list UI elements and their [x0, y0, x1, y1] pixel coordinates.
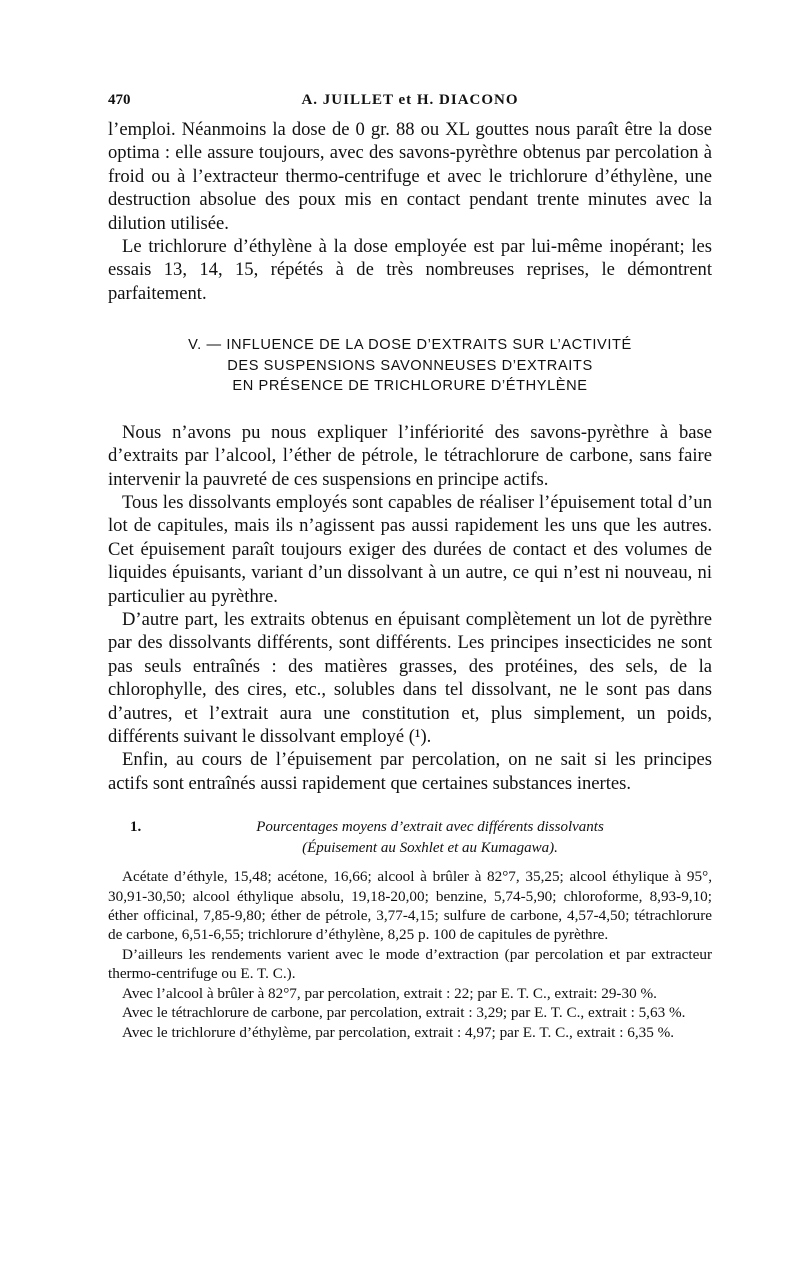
section-heading: [108, 335, 712, 397]
paragraph: Enfin, au cours de l’épuisement par percolation, on ne sait si les principes actifs sont entraînés aussi rapidement que certaines substances inertes.: [108, 749, 712, 794]
running-head-authors: A. JUILLET et H. DIACONO: [301, 92, 519, 108]
section-heading-line: V. — INFLUENCE DE LA DOSE D’EXTRAITS SUR L’ACTIVITÉ: [188, 337, 632, 354]
paragraph: D’autre part, les extraits obtenus en épuisant complètement un lot de pyrèthre par des dissolvants différents, sont différents. Les principes insecticides ne sont pas seuls entraînés : des matières grasses, des protéines, des sels, de la chlorophylle, des cires, etc., solubles dans tel dissolvant, ne le sont pas dans d’autres, et l’extrait aura une constitution et, plus simplement, un poids, différents suivant le dissolvant employé (¹).: [108, 609, 712, 748]
footnote-paragraph: D’ailleurs les rendements varient avec le mode d’extraction (par percolation et par extracteur thermo-centrifuge ou E. T. C.).: [108, 945, 712, 983]
paragraph: Tous les dissolvants employés sont capables de réaliser l’épuisement total d’un lot de capitules, mais ils n’agissent pas aussi rapidement les uns que les autres. Cet épuisement paraît toujours exiger des durées de contact et des volumes de liquides épuisants, variant d’un dissolvant à un autre, ce qui n’est ni nouveau, ni particulier au pyrèthre.: [108, 491, 712, 607]
top-text: [108, 118, 712, 305]
paragraph: Le trichlorure d’éthylène à la dose employée est par lui-même inopérant; les essais 13, 14, 15, répétés à de très nombreuses reprises, le démontrent parfaitement.: [108, 236, 712, 304]
section-heading-line: EN PRÉSENCE DE TRICHLORURE D’ÉTHYLÈNE: [232, 378, 588, 395]
footnote-body: [108, 867, 712, 1042]
footnote-paragraph: Avec le trichlorure d’éthylème, par percolation, extrait : 4,97; par E. T. C., extrait : 6,35 %.: [122, 1023, 675, 1041]
footnote-title: [108, 817, 712, 859]
section-heading-line: DES SUSPENSIONS SAVONNEUSES D’EXTRAITS: [227, 357, 593, 374]
footnote-paragraph: Avec le tétrachlorure de carbone, par percolation, extrait : 3,29; par E. T. C., extrait : 5,63 %.: [122, 1004, 686, 1022]
footnote-title-line: (Épuisement au Soxhlet et au Kumagawa).: [302, 840, 558, 857]
paragraph: Nous n’avons pu nous expliquer l’infériorité des savons-pyrèthre à base d’extraits par l’alcool, l’éther de pétrole, le tétrachlorure de carbone, sans faire intervenir la pauvreté de ces suspensions en principe actifs.: [108, 421, 712, 490]
paragraph: l’emploi. Néanmoins la dose de 0 gr. 88 ou XL gouttes nous paraît être la dose optima : elle assure toujours, avec des savons-pyrèthre obtenus par percolation à froid ou à l’extracteur thermo-centrifuge et avec le trichlorure d’éthylène, une destruction absolue des poux mis en contact pendant trente minutes avec la dilution utilisée.: [108, 119, 712, 234]
running-head: [108, 92, 712, 118]
main-text: [108, 421, 712, 796]
footnote-number: 1.: [130, 819, 142, 836]
footnote-title-line: Pourcentages moyens d’extrait avec différents dissolvants: [256, 819, 604, 836]
footnote-paragraph: Acétate d’éthyle, 15,48; acétone, 16,66; alcool à brûler à 82°7, 35,25; alcool éthylique à 95°, 30,91-30,50; alcool éthylique absolu, 19,18-20,00; benzine, 5,74-5,90; chloroforme, 8,93-9,10; éther officinal, 7,85-9,80; éther de pétrole, 3,77-4,15; sulfure de carbone, 4,57-4,50; tétrachlorure de carbone, 6,51-6,55; trichlorure d’éthylène, 8,25 p. 100 de capitules de pyrèthre.: [108, 868, 712, 944]
page-number: 470: [108, 92, 131, 108]
page-content: [108, 92, 712, 1042]
footnote-heading: [108, 817, 712, 861]
footnote-paragraph: Avec l’alcool à brûler à 82°7, par percolation, extrait : 22; par E. T. C., extrait: 29-30 %.: [122, 984, 657, 1002]
